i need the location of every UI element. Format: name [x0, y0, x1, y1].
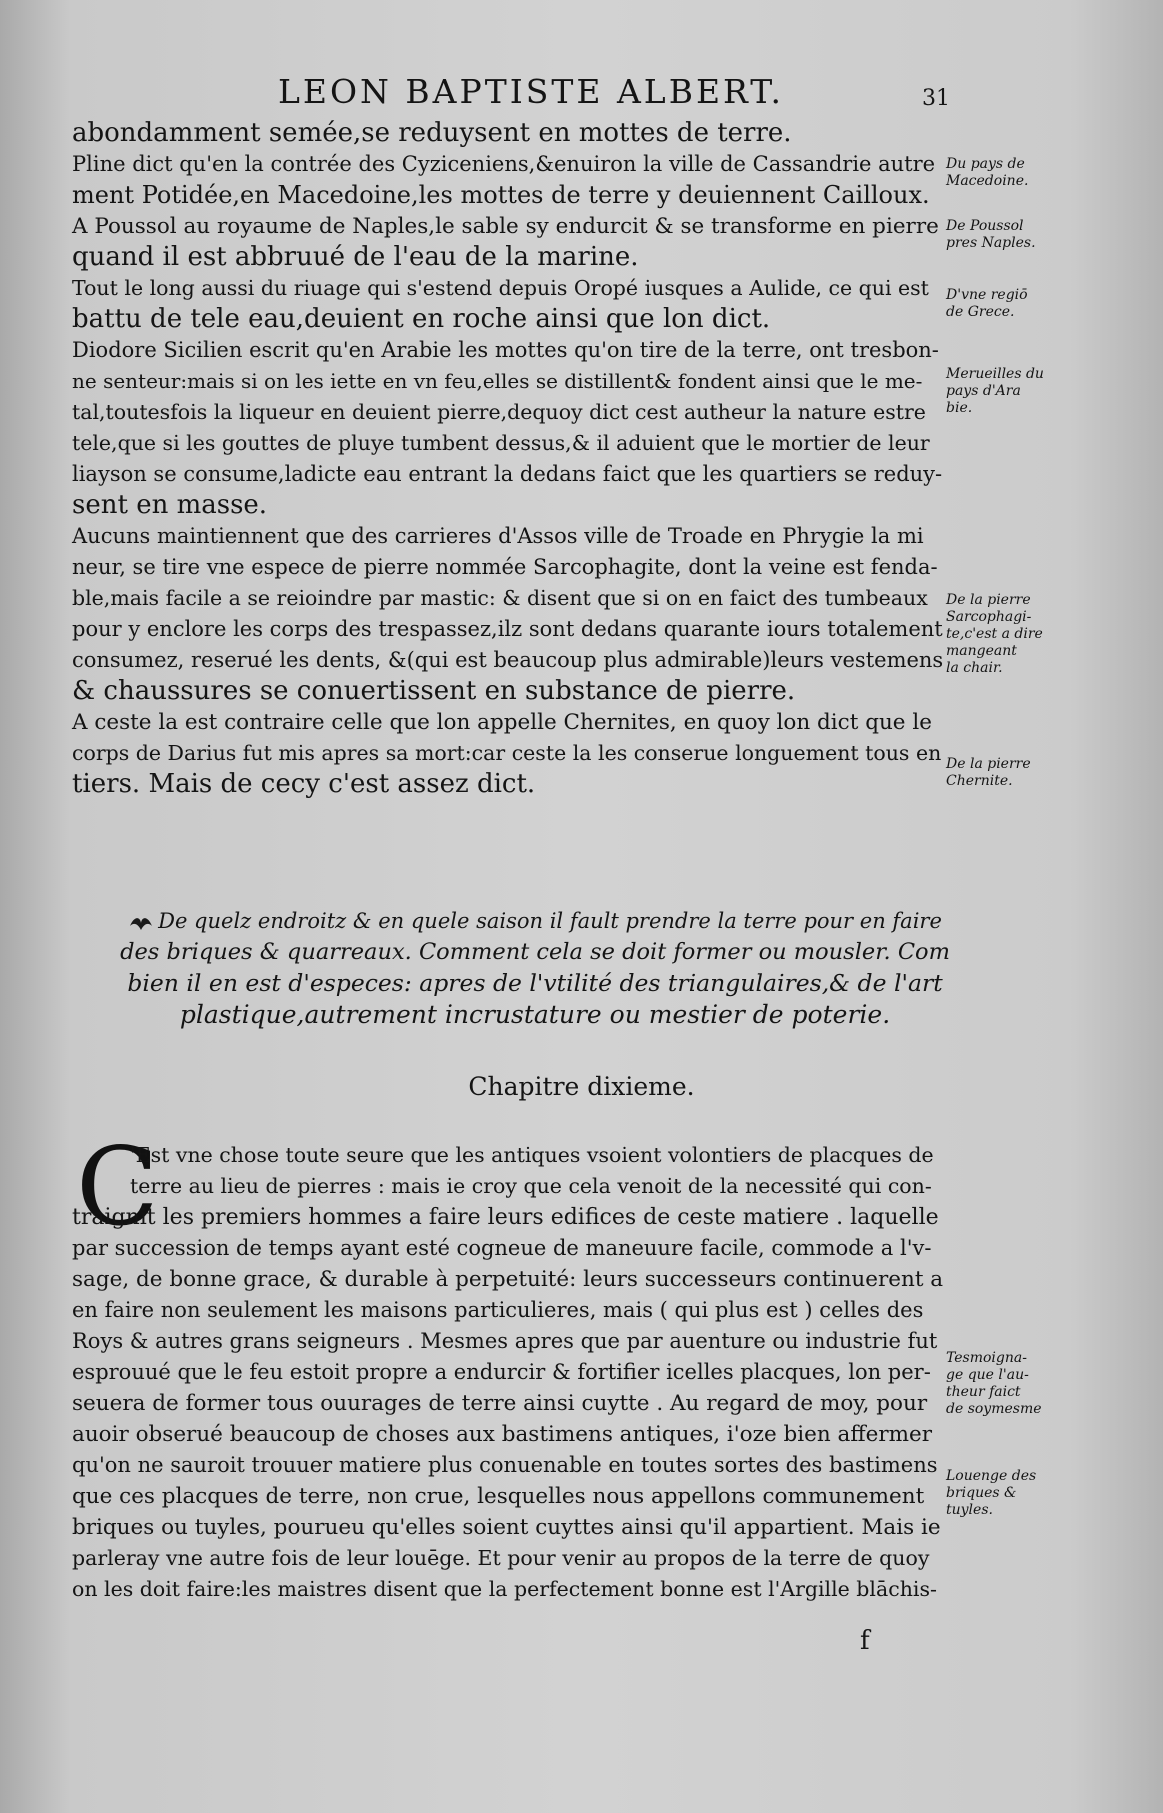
note-line: De la pierre: [946, 592, 1031, 608]
heading-line: [120, 906, 950, 937]
note-line: mangeant: [946, 643, 1017, 659]
note-line: te,c'est a dire: [946, 626, 1043, 642]
text-line: tal,toutesfois la liqueur en deuient pierre,dequoy dict cest autheur la nature estre: [72, 400, 926, 424]
text-line: parleray vne autre fois de leur louēge. Et pour venir au propos de la terre de quoy: [72, 1546, 930, 1570]
text-line: ble,mais facile a se reioindre par mastic: & disent que si on en faict des tumbeaux: [72, 586, 928, 610]
note-line: Chernite.: [946, 773, 1013, 789]
text-line: liayson se consume,ladicte eau entrant la dedans faict que les quartiers se reduy-: [72, 462, 943, 486]
margin-note-louenge: [946, 1468, 1076, 1519]
text-line: abondamment semée,se reduysent en mottes de terre.: [72, 118, 792, 148]
note-line: pres Naples.: [946, 235, 1036, 251]
note-line: D'vne regiō: [946, 287, 1028, 303]
text-line: Diodore Sicilien escrit qu'en Arabie les mottes qu'on tire de la terre, ont tresbon-: [72, 338, 939, 362]
note-line: pays d'Ara: [946, 383, 1021, 399]
heading-line: des briques & quarreaux. Comment cela se doit former ou mousler. Com: [120, 939, 950, 965]
text-line: Pline dict qu'en la contrée des Cyziceniens,&enuiron la ville de Cassandrie autre: [72, 152, 936, 176]
text-line: terre au lieu de pierres : mais ie croy que cela venoit de la necessité qui con-: [130, 1174, 932, 1198]
text-line: neur, se tire vne espece de pierre nommée Sarcophagite, dont la veine est fenda-: [72, 555, 938, 579]
text-line: que ces placques de terre, non crue, lesquelles nous appellons communement: [72, 1484, 925, 1509]
note-line: bie.: [946, 400, 973, 416]
text-line: Tout le long aussi du riuage qui s'estend depuis Oropé iusques a Aulide, ce qui est: [72, 276, 929, 300]
heading-line: plastique,autrement incrustature ou mestier de poterie.: [179, 1000, 891, 1029]
drop-cap: C: [76, 1125, 159, 1250]
note-line: Merueilles du: [946, 366, 1044, 382]
margin-note-macedoine: [946, 156, 1076, 190]
note-line: Sarcophagi-: [946, 609, 1032, 625]
text-line: A ceste la est contraire celle que lon appelle Chernites, en quoy lon dict que le: [72, 710, 932, 735]
note-line: Louenge des: [946, 1468, 1037, 1484]
note-line: Tesmoigna-: [946, 1350, 1027, 1366]
margin-note-tesmoignage: [946, 1350, 1076, 1418]
text-line: par succession de temps ayant esté cogneue de maneuure facile, commode a l'v-: [72, 1236, 932, 1260]
text-line: auoir obserué beaucoup de choses aux bastimens antiques, i'oze bien affermer: [72, 1422, 933, 1447]
note-line: De la pierre: [946, 756, 1031, 772]
upper-text-block: [72, 118, 942, 800]
margin-note-arabie: [946, 366, 1076, 417]
text-line: corps de Darius fut mis apres sa mort:car ceste la les conserue longuement tous en: [72, 741, 942, 765]
text-line: 'Est vne chose toute seure que les antiques vsoient volontiers de placques de: [130, 1143, 934, 1167]
running-title: LEON BAPTISTE ALBERT.: [278, 72, 784, 111]
text-line: qu'on ne sauroit trouuer matiere plus conuenable en toutes sortes des bastimens: [72, 1453, 938, 1477]
text-line: Aucuns maintiennent que des carrieres d'Assos ville de Troade en Phrygie la mi: [72, 524, 924, 548]
note-line: tuyles.: [946, 1502, 993, 1518]
note-line: Macedoine.: [946, 173, 1029, 189]
text-line: briques ou tuyles, pourueu qu'elles soient cuyttes ainsi qu'il appartient. Mais ie: [72, 1515, 941, 1540]
text-line: ment Potidée,en Macedoine,les mottes de terre y deuiennent Cailloux.: [72, 181, 930, 209]
text-line: Roys & autres grans seigneurs . Mesmes apres que par auenture ou industrie fut: [72, 1329, 938, 1353]
margin-note-poussol: [946, 218, 1076, 252]
text-line: en faire non seulement les maisons particulieres, mais ( qui plus est ) celles des: [72, 1298, 924, 1322]
text-line: tiers. Mais de cecy c'est assez dict.: [72, 769, 536, 799]
note-line: de Grece.: [946, 304, 1015, 320]
chapter-title: Chapitre dixieme.: [468, 1072, 695, 1101]
text-line: seuera de former tous ouurages de terre ainsi cuytte . Au regard de moy, pour: [72, 1391, 928, 1416]
section-heading: [120, 906, 950, 1030]
margin-note-chernite: [946, 756, 1076, 790]
note-line: la chair.: [946, 660, 1003, 676]
note-line: theur faict: [946, 1384, 1021, 1400]
text-line: on les doit faire:les maistres disent que la perfectement bonne est l'Argille blāchis-: [72, 1577, 937, 1601]
text-line: tele,que si les gouttes de pluye tumbent dessus,& il aduient que le mortier de leur: [72, 431, 930, 455]
note-line: briques &: [946, 1485, 1017, 1501]
note-line: de soymesme: [946, 1401, 1042, 1417]
fleuron-icon: [128, 914, 154, 932]
signature-mark: f: [860, 1626, 870, 1656]
text-line: quand il est abbruué de l'eau de la marine.: [72, 242, 639, 272]
note-line: ge que l'au-: [946, 1367, 1029, 1383]
note-line: De Poussol: [946, 218, 1024, 234]
text-line: consumez, reserué les dents, &(qui est beaucoup plus admirable)leurs vestemens: [72, 648, 944, 672]
heading-text: De quelz endroitz & en quele saison il fault prendre la terre pour en faire: [158, 909, 942, 933]
text-line: sent en masse.: [72, 490, 268, 520]
lower-text-block: [72, 1125, 944, 1605]
text-line: & chaussures se conuertissent en substance de pierre.: [72, 676, 796, 706]
margin-note-sarcophagite: [946, 592, 1076, 677]
heading-line: bien il en est d'especes: apres de l'vtilité des triangulaires,& de l'art: [127, 969, 943, 997]
text-line: esprouué que le feu estoit propre a endurcir & fortifier icelles placques, lon per-: [72, 1360, 931, 1384]
text-line: A Poussol au royaume de Naples,le sable sy endurcit & se transforme en pierre: [72, 214, 939, 239]
page-number: 31: [922, 86, 950, 111]
text-line: traignit les premiers hommes a faire leurs edifices de ceste matiere . laquelle: [72, 1205, 939, 1230]
text-line: ne senteur:mais si on les iette en vn feu,elles se distillent& fondent ainsi que le me-: [72, 369, 923, 393]
margin-note-grece: [946, 287, 1076, 321]
note-line: Du pays de: [946, 156, 1025, 172]
text-line: battu de tele eau,deuient en roche ainsi que lon dict.: [72, 304, 771, 334]
text-line: pour y enclore les corps des trespassez,ilz sont dedans quarante iours totalement: [72, 617, 943, 641]
text-line: sage, de bonne grace, & durable à perpetuité: leurs successeurs continuerent a: [72, 1267, 944, 1292]
